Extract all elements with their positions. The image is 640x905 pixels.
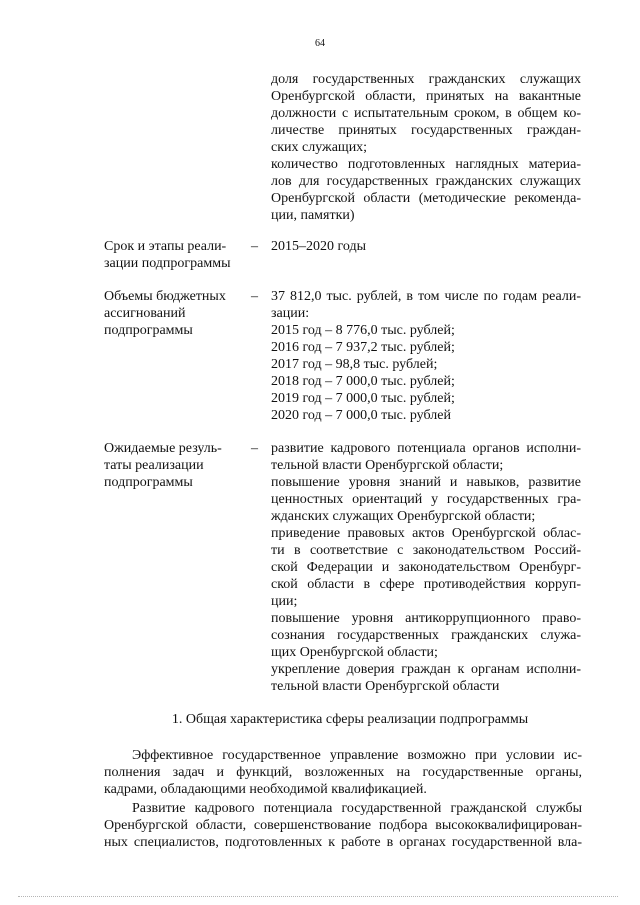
row-value-results: развитие кадрового потенциала органов исполни- — [271, 441, 581, 456]
budget-year-line: 2015 год – 8 776,0 тыс. рублей; — [271, 323, 455, 338]
paragraph-line: Оренбургской области, совершенствование подбора высококвалифицирован- — [104, 818, 582, 833]
row-value-results: укрепление доверия граждан к органам исполни- — [271, 662, 581, 677]
row-label-budget: ассигнований — [104, 306, 186, 321]
row-value-results: ценностных ориентаций у государственных гра- — [271, 492, 581, 507]
budget-year-line: 2019 год – 7 000,0 тыс. рублей; — [271, 391, 455, 406]
row-value-results: ской области в сфере противодействия корруп- — [271, 577, 581, 592]
intro-line: должности с испытательным сроком, в общем ко- — [271, 106, 581, 121]
budget-year-line: 2017 год – 98,8 тыс. рублей; — [271, 357, 438, 372]
paragraph-line: Эффективное государственное управление возможно при условии ис- — [132, 748, 582, 763]
row-value-results: щих Оренбургской области; — [271, 645, 438, 660]
row-value-results: повышение уровня знаний и навыков, развитие — [271, 475, 581, 490]
row-dash: – — [251, 289, 258, 304]
row-dash: – — [251, 441, 258, 456]
row-value-budget: зации: — [271, 306, 310, 321]
row-label-results: Ожидаемые резуль- — [104, 441, 222, 456]
intro-line: ции, памятки) — [271, 208, 355, 223]
row-value-results: жданских служащих Оренбургской области; — [271, 509, 536, 524]
row-value-results: тельной власти Оренбургской области; — [271, 458, 504, 473]
row-label-budget: подпрограммы — [104, 323, 193, 338]
row-label-results: таты реализации — [104, 458, 204, 473]
intro-line: ских служащих; — [271, 140, 368, 155]
paragraph-line: кадрами, обладающими необходимой квалификацией. — [104, 782, 427, 797]
scan-edge-artifact — [18, 896, 618, 897]
intro-line: Оренбургской области (методические рекоменда- — [271, 191, 581, 206]
row-value-budget: 37 812,0 тыс. рублей, в том числе по годам реали- — [271, 289, 581, 304]
row-label-timeline: Срок и этапы реали- — [104, 239, 227, 254]
intro-line: личестве принятых государственных граждан- — [271, 123, 581, 138]
budget-year-line: 2018 год – 7 000,0 тыс. рублей; — [271, 374, 455, 389]
intro-line: лов для государственных гражданских служащих — [271, 174, 581, 189]
intro-line: Оренбургской области, принятых на вакантные — [271, 89, 581, 104]
row-label-results: подпрограммы — [104, 475, 193, 490]
paragraph-line: ных специалистов, подготовленных к работе в органах государственной вла- — [104, 835, 582, 850]
row-label-timeline: зации подпрограммы — [104, 256, 231, 271]
row-dash: – — [251, 239, 258, 254]
row-value-results: ти в соответствие с законодательством Россий- — [271, 543, 581, 558]
row-value-results: ской Федерации и законодательством Оренбург- — [271, 560, 581, 575]
row-value-results: повышение уровня антикоррупционного право- — [271, 611, 581, 626]
row-value-results: сознания государственных гражданских служа- — [271, 628, 581, 643]
budget-year-line: 2016 год – 7 937,2 тыс. рублей; — [271, 340, 455, 355]
row-value-results: тельной власти Оренбургской области — [271, 679, 500, 694]
page-number: 64 — [315, 38, 325, 49]
row-label-budget: Объемы бюджетных — [104, 289, 226, 304]
row-value-results: приведение правовых актов Оренбургской облас- — [271, 526, 581, 541]
intro-line: количество подготовленных наглядных материа- — [271, 157, 581, 172]
paragraph-line: Развитие кадрового потенциала государственной гражданской службы — [132, 801, 582, 816]
row-value-timeline: 2015–2020 годы — [271, 239, 367, 254]
budget-year-line: 2020 год – 7 000,0 тыс. рублей — [271, 408, 451, 423]
section-heading: 1. Общая характеристика сферы реализации подпрограммы — [171, 712, 529, 727]
intro-line: доля государственных гражданских служащих — [271, 72, 581, 87]
row-value-results: ции; — [271, 594, 298, 609]
paragraph-line: полнения задач и функций, возложенных на государственные органы, — [104, 765, 582, 780]
